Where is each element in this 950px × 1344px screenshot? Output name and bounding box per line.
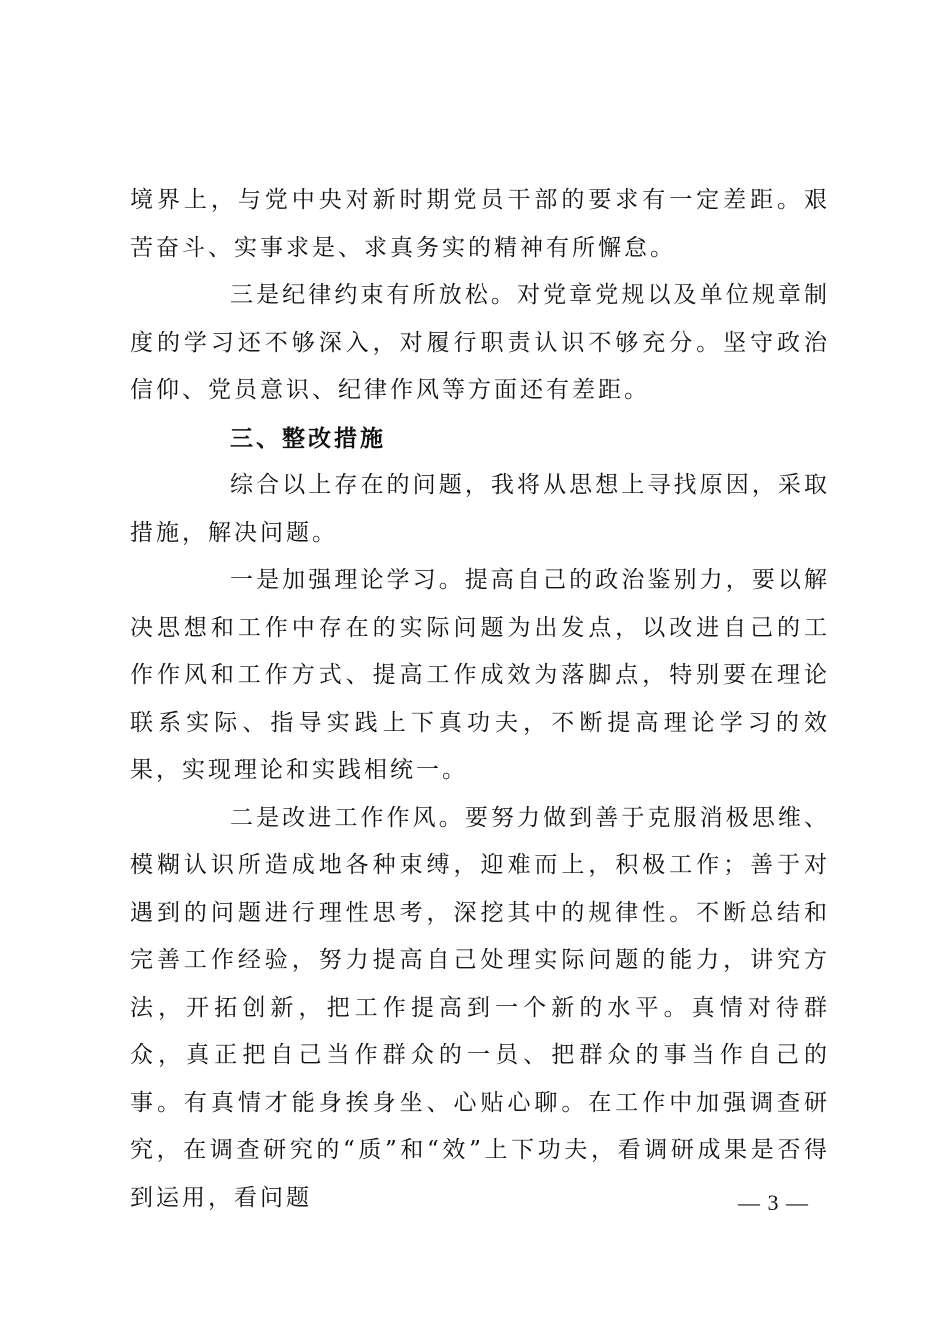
section-heading-rectification: 三、整改措施 (230, 424, 386, 452)
paragraph-work-style: 二是改进工作作风。要努力做到善于克服消极思维、模糊认识所造成地各种束缚，迎难而上，积极工作；善于对遇到的问题进行理性思考，深挖其中的规律性。不断总结和完善工作经验，努力提高自己处理实际问题的能力，讲究方法，开拓创新，把工作提高到一个新的水平。真情对待群众，真正把自己当作群众的一员、把群众的事当作自己的事。有真情才能身挨身坐、心贴心聊。在工作中加强调查研究，在调查研究的“质”和“效”上下功夫，看调研成果是否得到运用，看问题 (130, 804, 830, 1211)
paragraph-summary: 综合以上存在的问题，我将从思想上寻找原因，采取措施，解决问题。 (130, 472, 830, 546)
paragraph-theory-study: 一是加强理论学习。提高自己的政治鉴别力，要以解决思想和工作中存在的实际问题为出发点，以改进自己的工作作风和工作方式、提高工作成效为落脚点，特别要在理论联系实际、指导实践上下真功夫，不断提高理论学习的效果，实现理论和实践相统一。 (130, 567, 830, 783)
paragraph-discipline: 三是纪律约束有所放松。对党章党规以及单位规章制度的学习还不够深入，对履行职责认识不够充分。坚守政治信仰、党员意识、纪律作风等方面还有差距。 (130, 282, 830, 403)
document-body (130, 177, 830, 1222)
paragraph-continuation: 境界上，与党中央对新时期党员干部的要求有一定差距。艰苦奋斗、实事求是、求真务实的精神有所懈怠。 (130, 187, 830, 261)
page-number: — 3 — (738, 1190, 809, 1215)
